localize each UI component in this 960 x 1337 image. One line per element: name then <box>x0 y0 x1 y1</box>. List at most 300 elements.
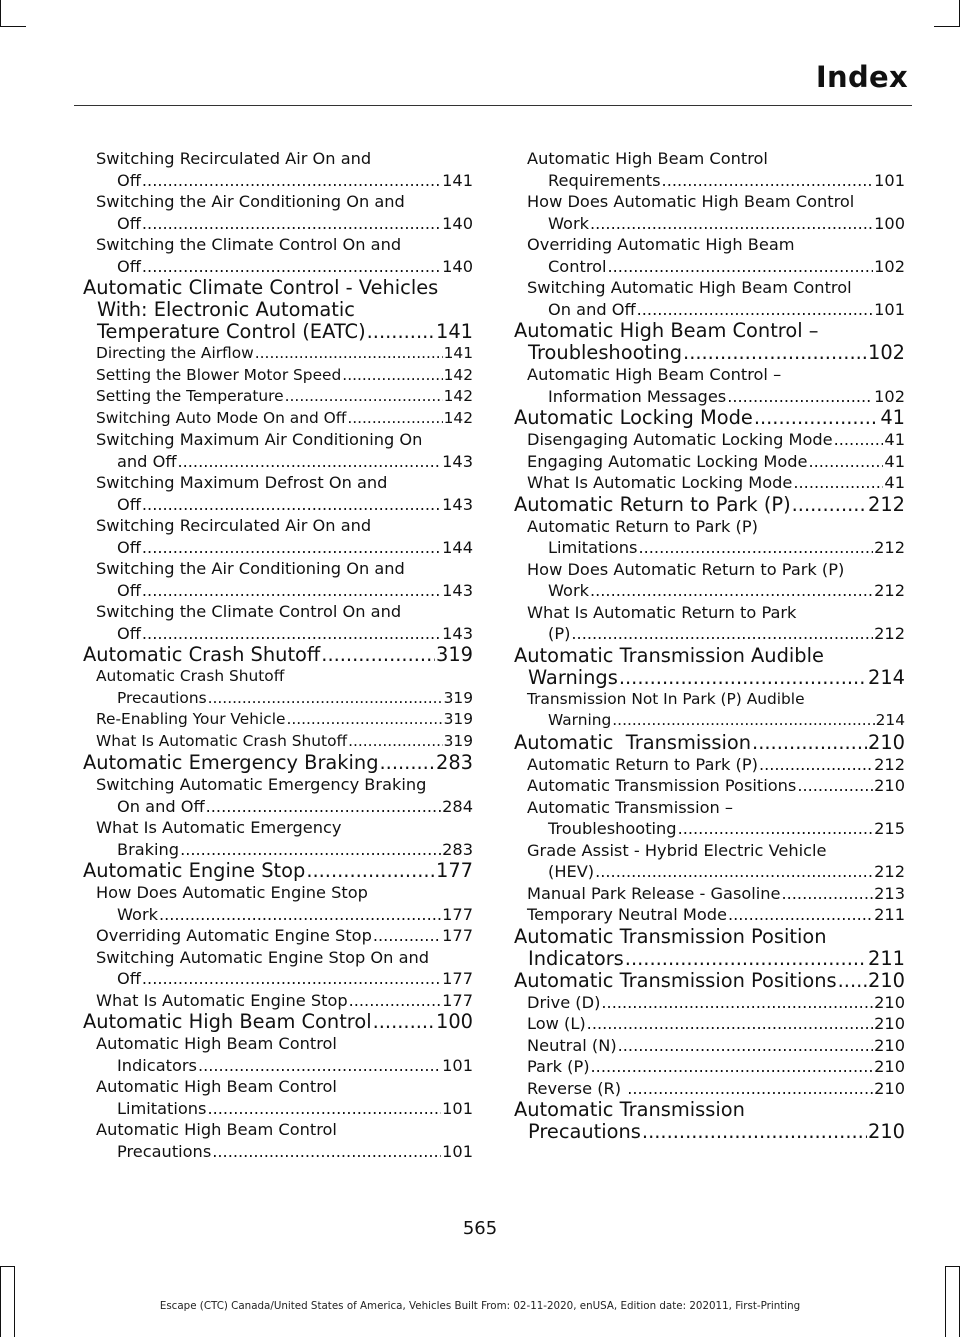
entry-leader-line <box>96 796 473 818</box>
dot-leader <box>373 1011 435 1033</box>
dot-leader <box>678 818 874 840</box>
dot-leader <box>619 667 867 689</box>
entry-leader-line <box>83 752 473 774</box>
entry-text-line: Automatic High Beam Control <box>527 149 768 168</box>
index-subentry <box>83 472 473 515</box>
entry-text-line: Automatic High Beam Control – <box>514 319 819 342</box>
page-reference: 210 <box>874 1078 905 1098</box>
entry-text-line: Precautions <box>117 1141 212 1161</box>
entry-leader-line <box>527 1035 905 1057</box>
entry-text-line: Warnings <box>528 665 618 689</box>
entry-text-line: Automatic Transmission <box>514 1098 745 1121</box>
entry-text-line: Limitations <box>548 538 638 557</box>
index-column-right <box>514 148 905 1143</box>
dot-leader <box>306 860 435 882</box>
index-subentry <box>514 754 905 776</box>
page-reference: 177 <box>442 904 473 924</box>
entry-text-line: Automatic High Beam Control <box>96 1120 337 1139</box>
index-subentry <box>83 774 473 817</box>
page-reference: 210 <box>874 992 905 1012</box>
index-subentry <box>83 234 473 277</box>
entry-leader-line <box>96 688 473 710</box>
index-subentry <box>514 472 905 494</box>
entry-text-line: Switching Maximum Defrost On and <box>96 473 388 492</box>
page-reference: 177 <box>442 990 473 1010</box>
entry-leader-line <box>514 948 905 970</box>
index-subentry <box>83 558 473 601</box>
entry-text-line: What Is Automatic Locking Mode <box>527 473 793 492</box>
entry-leader-line <box>96 213 473 235</box>
entry-text-line: Off <box>117 256 141 276</box>
dot-leader <box>206 796 441 818</box>
entry-text-line: Indicators <box>117 1055 197 1075</box>
index-subentry <box>83 1076 473 1119</box>
page-reference: 177 <box>435 859 473 882</box>
entry-leader-line <box>527 213 905 235</box>
dot-leader <box>618 1035 873 1057</box>
page-reference: 140 <box>442 213 473 233</box>
index-subentry <box>514 1035 905 1057</box>
entry-text-line: With: Electronic Automatic <box>97 298 355 321</box>
dot-leader <box>142 494 441 516</box>
entry-leader-line <box>96 580 473 602</box>
entry-text-line: Grade Assist - Hybrid Electric Vehicle <box>527 840 827 860</box>
dot-leader <box>612 710 874 732</box>
page-reference: 211 <box>874 905 905 924</box>
entry-leader-line <box>514 667 905 689</box>
entry-leader-line <box>96 494 473 516</box>
entry-leader-line <box>527 904 905 926</box>
entry-leader-line <box>514 1121 905 1143</box>
entry-leader-line <box>96 1141 473 1163</box>
page-reference: 102 <box>867 341 905 364</box>
entry-text-line: Overriding Automatic High Beam <box>527 235 795 254</box>
dot-leader <box>662 170 874 192</box>
crop-mark-bottom-left <box>0 1266 14 1267</box>
entry-text-line: (P) <box>548 624 571 643</box>
entry-leader-line <box>96 365 473 387</box>
entry-text-line: What Is Automatic Crash Shutoff <box>96 731 348 750</box>
index-heading <box>83 277 473 343</box>
index-subentry <box>83 601 473 644</box>
dot-leader <box>727 386 873 408</box>
index-subentry <box>83 515 473 558</box>
entry-text-line: Re-Enabling Your Vehicle <box>96 710 286 728</box>
entry-text-line: Automatic Transmission Positions <box>514 968 837 992</box>
entry-text-line: How Does Automatic Engine Stop <box>96 883 368 902</box>
page-number: 565 <box>462 1218 498 1239</box>
entry-text-line: Setting the Temperature <box>96 387 284 405</box>
index-subentry <box>83 925 473 947</box>
entry-leader-line <box>83 321 473 343</box>
page-reference: 283 <box>442 839 473 859</box>
entry-text-line: Switching Recirculated Air On and <box>96 149 372 168</box>
dot-leader <box>838 970 867 992</box>
entry-text-line: Precautions <box>528 1120 641 1143</box>
entry-text-line: Information Messages <box>548 386 727 406</box>
entry-text-line: Drive (D) <box>527 992 601 1012</box>
page-reference: 177 <box>442 926 473 945</box>
dot-leader <box>797 775 873 797</box>
entry-text-line: Automatic High Beam Control <box>83 1010 372 1033</box>
dot-leader <box>349 990 441 1012</box>
dot-leader <box>728 904 873 926</box>
entry-text-line: (HEV) <box>548 862 595 881</box>
entry-text-line: Automatic Locking Mode <box>514 406 753 429</box>
entry-text-line: Engaging Automatic Locking Mode <box>527 451 808 471</box>
dot-leader <box>142 580 441 602</box>
entry-text-line: Automatic Transmission – <box>527 797 733 817</box>
entry-text-line: Indicators <box>528 946 624 970</box>
entry-text-line: Automatic Crash Shutoff <box>96 667 285 685</box>
page-reference: 41 <box>880 406 905 429</box>
dot-leader <box>347 408 442 430</box>
entry-text-line: Overriding Automatic Engine Stop <box>96 926 372 945</box>
edition-info: Escape (CTC) Canada/United States of America, Vehicles Built From: 02-11-2020, enUSA, Edition date: 202011, First-Printing <box>159 1300 801 1312</box>
index-subentry <box>83 709 473 731</box>
page-reference: 102 <box>874 386 905 406</box>
page-reference: 141 <box>435 320 473 343</box>
index-subentry <box>514 840 905 883</box>
entry-text-line: Off <box>117 170 141 190</box>
dot-leader <box>321 644 435 666</box>
entry-text-line: Disengaging Automatic Locking Mode <box>527 430 833 449</box>
entry-leader-line <box>527 170 905 192</box>
page-reference: 100 <box>874 213 905 233</box>
dot-leader <box>683 342 867 364</box>
entry-leader-line <box>96 451 473 473</box>
page-reference: 41 <box>884 430 905 449</box>
index-heading <box>83 1011 473 1033</box>
page-reference: 141 <box>442 170 473 190</box>
entry-text-line: Limitations <box>117 1098 207 1118</box>
dot-leader <box>142 256 441 278</box>
entry-leader-line <box>527 386 905 408</box>
index-subentry <box>514 191 905 234</box>
page-reference: 210 <box>867 730 905 754</box>
entry-leader-line <box>527 775 905 797</box>
page-reference: 140 <box>442 256 473 276</box>
entry-leader-line <box>527 429 905 451</box>
index-subentry <box>83 666 473 709</box>
entry-text-line: Automatic High Beam Control <box>96 1077 337 1096</box>
entry-leader-line <box>96 256 473 278</box>
dot-leader <box>793 472 883 494</box>
entry-text-line: Automatic Emergency Braking <box>83 751 379 774</box>
dot-leader <box>159 904 441 926</box>
entry-text-line: Automatic Transmission Positions <box>527 776 797 795</box>
entry-leader-line <box>96 170 473 192</box>
page-reference: 212 <box>867 492 905 516</box>
dot-leader <box>590 213 873 235</box>
dot-leader <box>178 451 442 473</box>
page-reference: 212 <box>874 581 905 600</box>
dot-leader <box>142 623 441 645</box>
entry-leader-line <box>83 1011 473 1033</box>
entry-leader-line <box>96 839 473 861</box>
entry-leader-line <box>96 408 473 430</box>
page-reference: 213 <box>874 883 905 903</box>
entry-text-line: Off <box>117 969 141 988</box>
entry-text-line: What Is Automatic Engine Stop <box>96 990 348 1010</box>
dot-leader <box>342 365 442 387</box>
page-reference: 211 <box>867 946 905 970</box>
index-subentry <box>83 990 473 1012</box>
entry-text-line: Low (L) <box>527 1014 586 1033</box>
page-reference: 143 <box>442 580 473 600</box>
entry-text-line: Work <box>548 581 589 600</box>
entry-leader-line <box>96 386 473 408</box>
page-reference: 283 <box>435 751 473 774</box>
entry-text-line: Switching the Air Conditioning On and <box>96 192 405 211</box>
entry-text-line: Requirements <box>548 170 661 190</box>
entry-text-line: Switching Auto Mode On and Off <box>96 408 347 427</box>
entry-leader-line <box>96 343 473 365</box>
index-subentry <box>514 883 905 905</box>
entry-leader-line <box>514 732 905 754</box>
entry-text-line: Off <box>117 494 141 514</box>
entry-text-line: Automatic Engine Stop <box>83 859 306 882</box>
entry-leader-line <box>527 299 905 321</box>
page-reference: 210 <box>874 1014 905 1033</box>
entry-text-line: Automatic High Beam Control <box>96 1034 337 1053</box>
dot-leader <box>595 861 873 883</box>
entry-leader-line <box>527 580 905 602</box>
index-heading <box>514 494 905 516</box>
entry-text-line: and Off <box>117 451 177 471</box>
page-reference: 319 <box>435 643 473 666</box>
page-reference: 101 <box>442 1141 473 1161</box>
header-divider <box>74 105 912 106</box>
entry-text-line: Temperature Control (EATC) <box>97 320 366 343</box>
page-reference: 142 <box>443 408 473 427</box>
entry-text-line: Switching the Climate Control On and <box>96 235 402 254</box>
crop-mark-top-left <box>0 26 26 27</box>
index-heading <box>514 732 905 754</box>
page-reference: 142 <box>443 365 473 384</box>
page-reference: 177 <box>442 969 473 988</box>
index-subentry <box>514 775 905 797</box>
dot-leader <box>752 732 867 754</box>
entry-text-line: Automatic Transmission Audible <box>514 643 824 667</box>
dot-leader <box>601 992 873 1014</box>
entry-text-line: Transmission Not In Park (P) Audible <box>527 689 805 708</box>
entry-text-line: Neutral (N) <box>527 1035 617 1055</box>
index-subentry <box>83 148 473 191</box>
entry-text-line: Off <box>117 213 141 233</box>
page-reference: 144 <box>442 537 473 557</box>
entry-leader-line <box>96 623 473 645</box>
page-reference: 212 <box>874 754 905 774</box>
index-subentry <box>514 277 905 320</box>
entry-leader-line <box>527 256 905 278</box>
entry-text-line: Work <box>548 213 589 233</box>
entry-leader-line <box>527 883 905 905</box>
index-subentry <box>514 559 905 602</box>
index-subentry <box>83 1119 473 1162</box>
index-heading <box>514 320 905 364</box>
index-subentry <box>83 947 473 990</box>
index-subentry <box>514 904 905 926</box>
entry-leader-line <box>527 861 905 883</box>
entry-leader-line <box>527 754 905 776</box>
page-reference: 41 <box>884 473 905 492</box>
index-heading <box>83 860 473 882</box>
dot-leader <box>625 948 867 970</box>
dot-leader <box>212 1141 441 1163</box>
page-reference: 100 <box>435 1010 473 1033</box>
crop-mark-top-right <box>934 26 960 27</box>
entry-leader-line <box>96 1098 473 1120</box>
index-subentry <box>83 365 473 387</box>
index-column-left <box>83 148 473 1162</box>
entry-leader-line <box>514 494 905 516</box>
dot-leader <box>380 752 435 774</box>
entry-leader-line <box>527 992 905 1014</box>
dot-leader <box>809 451 884 473</box>
dot-leader <box>348 731 443 753</box>
page-reference: 101 <box>874 299 905 319</box>
entry-leader-line <box>83 644 473 666</box>
page-reference: 143 <box>442 623 473 643</box>
page-reference: 141 <box>443 344 473 362</box>
dot-leader <box>754 407 880 429</box>
dot-leader <box>637 299 873 321</box>
entry-leader-line <box>96 990 473 1012</box>
index-subentry <box>83 817 473 860</box>
entry-leader-line <box>96 925 473 947</box>
index-subentry <box>514 234 905 277</box>
page-reference: 212 <box>874 862 905 881</box>
page-reference: 101 <box>874 170 905 190</box>
page-reference: 319 <box>443 731 473 750</box>
dot-leader <box>255 343 443 365</box>
entry-text-line: Automatic Return to Park (P) <box>514 492 791 516</box>
index-subentry <box>83 408 473 430</box>
entry-text-line: Switching Recirculated Air On and <box>96 516 372 535</box>
entry-text-line: On and Off <box>548 299 636 319</box>
index-heading <box>514 407 905 429</box>
entry-text-line: Switching the Air Conditioning On and <box>96 559 405 578</box>
index-subentry <box>83 882 473 925</box>
index-subentry <box>514 429 905 451</box>
entry-text-line: What Is Automatic Emergency <box>96 818 342 837</box>
page-reference: 210 <box>867 1120 905 1143</box>
entry-leader-line <box>83 860 473 882</box>
page-reference: 210 <box>867 968 905 992</box>
index-subentry <box>514 364 905 407</box>
index-subentry <box>514 451 905 473</box>
index-heading <box>83 644 473 666</box>
entry-text-line: How Does Automatic High Beam Control <box>527 192 855 211</box>
dot-leader <box>142 170 441 192</box>
page-reference: 101 <box>442 1098 473 1118</box>
page-reference: 210 <box>874 1057 905 1076</box>
page-reference: 319 <box>443 688 473 707</box>
index-heading <box>83 752 473 774</box>
dot-leader <box>792 494 867 516</box>
page-reference: 212 <box>874 538 905 557</box>
entry-text-line: Directing the Airflow <box>96 344 254 362</box>
page-reference: 214 <box>867 665 905 689</box>
page-reference: 284 <box>442 796 473 816</box>
entry-leader-line <box>96 1055 473 1077</box>
index-subentry <box>83 429 473 472</box>
dot-leader <box>142 213 441 235</box>
entry-text-line: Precautions <box>117 688 207 707</box>
dot-leader <box>587 1013 873 1035</box>
entry-text-line: Troubleshooting <box>528 341 683 364</box>
index-subentry <box>83 731 473 753</box>
page-reference: 319 <box>443 710 473 728</box>
entry-text-line: How Does Automatic Return to Park (P) <box>527 559 845 579</box>
entry-text-line: Warning <box>548 711 612 729</box>
entry-text-line: Switching Maximum Air Conditioning On <box>96 430 423 449</box>
dot-leader <box>198 1055 441 1077</box>
entry-text-line: Park (P) <box>527 1057 590 1076</box>
entry-text-line: Switching the Climate Control On and <box>96 602 402 621</box>
index-subentry <box>83 386 473 408</box>
index-heading <box>514 926 905 970</box>
dot-leader <box>571 623 873 645</box>
index-subentry <box>83 343 473 365</box>
entry-text-line: Automatic Transmission Position <box>514 924 827 948</box>
index-subentry <box>514 1078 905 1100</box>
index-subentry <box>514 148 905 191</box>
index-subentry <box>514 516 905 559</box>
page-reference: 102 <box>874 256 905 276</box>
entry-leader-line <box>527 1013 905 1035</box>
entry-text-line: Temporary Neutral Mode <box>527 905 727 924</box>
dot-leader <box>208 1098 442 1120</box>
dot-leader <box>590 580 873 602</box>
dot-leader <box>759 754 873 776</box>
crop-mark-top-left <box>0 0 1 26</box>
index-subentry <box>514 689 905 732</box>
entry-text-line: Automatic Return to Park (P) <box>527 754 758 774</box>
entry-leader-line <box>527 710 905 732</box>
dot-leader <box>142 537 441 559</box>
index-subentry <box>514 797 905 840</box>
dot-leader <box>180 839 441 861</box>
entry-leader-line <box>527 472 905 494</box>
dot-leader <box>591 1056 874 1078</box>
entry-leader-line <box>514 342 905 364</box>
entry-leader-line <box>96 731 473 753</box>
entry-text-line: Automatic Climate Control - Vehicles <box>83 276 439 299</box>
entry-text-line: Braking <box>117 839 180 859</box>
dot-leader <box>834 429 884 451</box>
dot-leader <box>639 537 874 559</box>
entry-leader-line <box>96 709 473 731</box>
index-subentry <box>83 1033 473 1076</box>
entry-text-line: Automatic Transmission <box>514 730 752 754</box>
entry-text-line: Setting the Blower Motor Speed <box>96 365 342 384</box>
page-reference: 101 <box>442 1055 473 1075</box>
entry-leader-line <box>514 970 905 992</box>
entry-leader-line <box>96 537 473 559</box>
index-subentry <box>514 1056 905 1078</box>
index-subentry <box>83 191 473 234</box>
page-reference: 210 <box>874 776 905 795</box>
entry-leader-line <box>96 904 473 926</box>
index-subentry <box>514 992 905 1014</box>
dot-leader <box>285 386 443 408</box>
entry-leader-line <box>527 1078 905 1100</box>
index-heading <box>514 970 905 992</box>
entry-text-line: Switching Automatic Emergency Braking <box>96 775 427 794</box>
entry-text-line: Automatic Crash Shutoff <box>83 643 321 666</box>
